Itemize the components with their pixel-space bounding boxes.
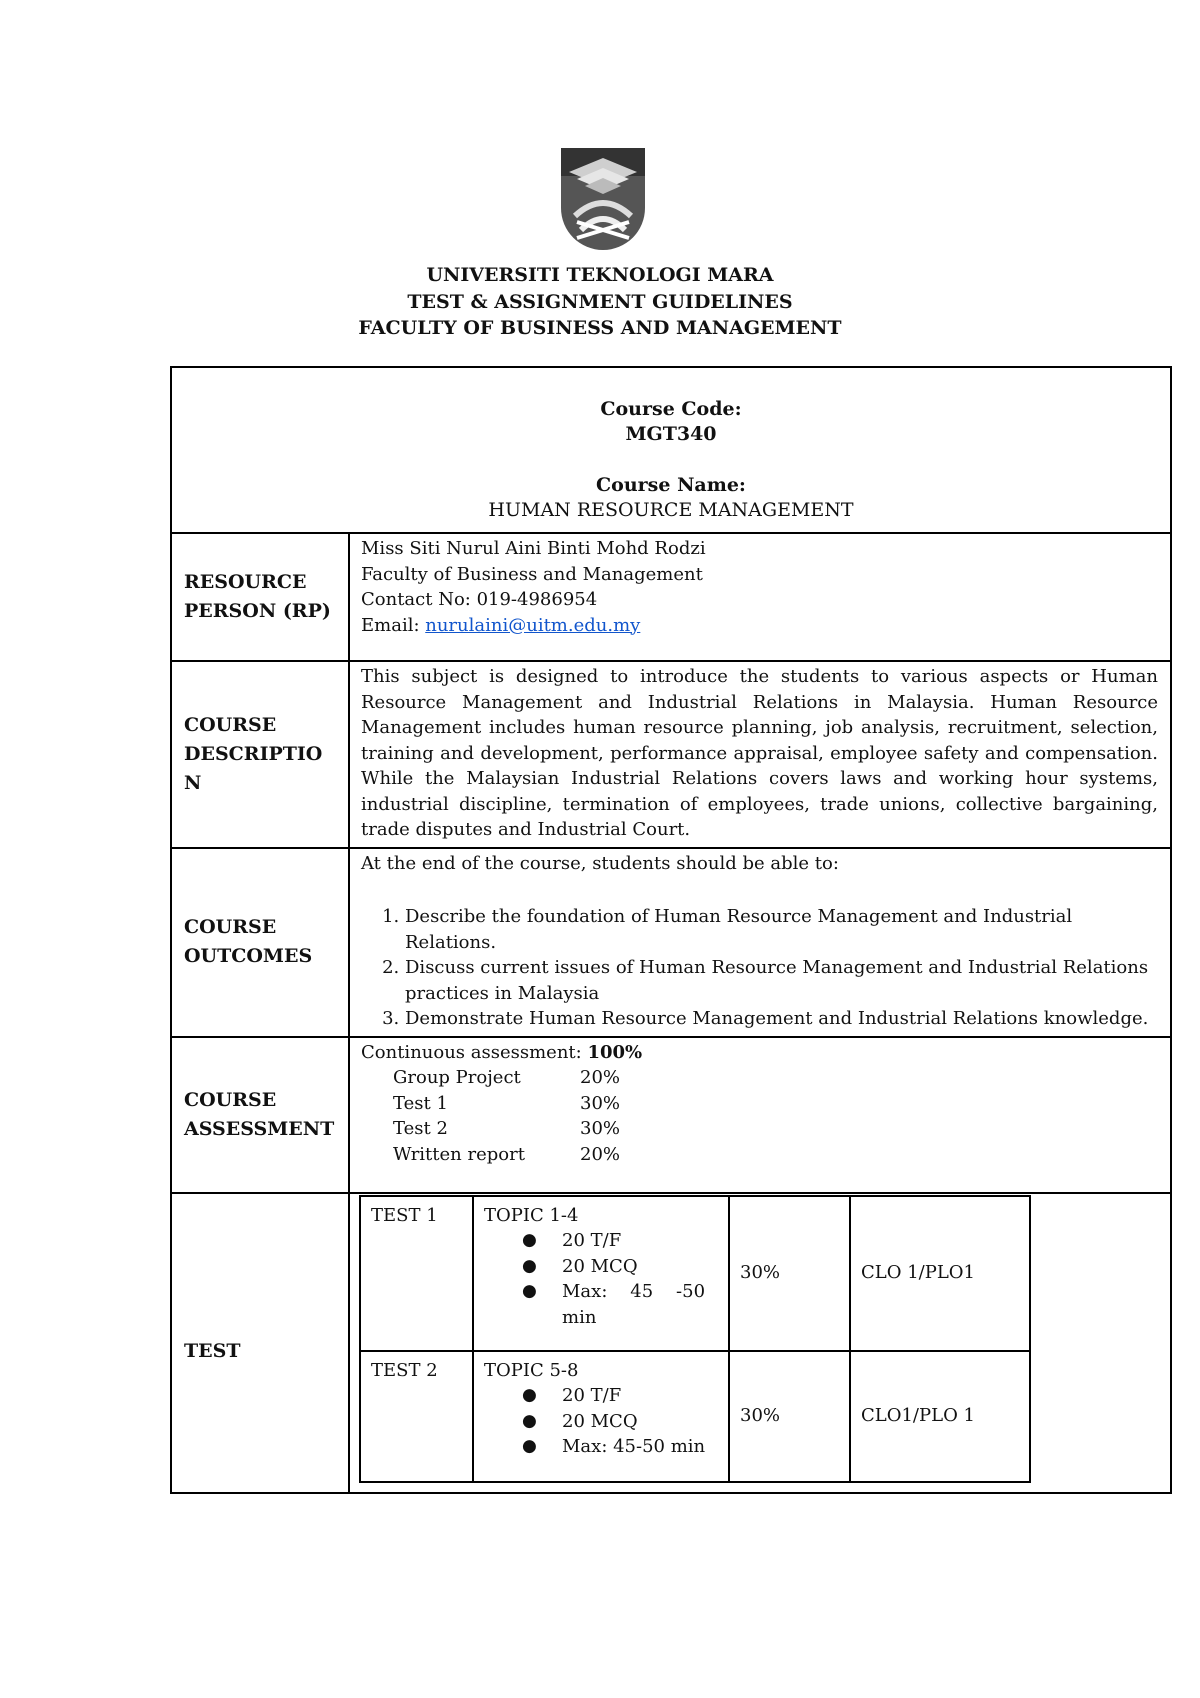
test-clo: CLO1/PLO 1 xyxy=(850,1351,1030,1482)
assessment-item-name: Test 2 xyxy=(393,1118,448,1139)
rp-contact: Contact No: 019-4986954 xyxy=(361,589,598,610)
test-weight: 30% xyxy=(729,1351,850,1482)
assessment-label-line2: ASSESSMENT xyxy=(184,1117,335,1140)
assessment-item-weight: 20% xyxy=(580,1067,621,1088)
course-assessment-row xyxy=(171,1037,1171,1193)
course-description-text: This subject is designed to introduce the students to various aspects or Human Resource Management and Industrial Relations in Malaysia. Human Resource Management includes human resource planning, job analysis, recruitment, selection, training and development, performance appraisal, employee safety and compensation. While the Malaysian Industrial Relations covers laws and working hour systems, industrial discipline, termination of employees, trade unions, collective bargaining, trade disputes and Industrial Court. xyxy=(349,661,1171,848)
description-label-line1: COURSE xyxy=(184,713,277,736)
course-outcomes-content xyxy=(349,848,1171,1037)
uitm-crest-icon xyxy=(557,146,649,252)
test-format-item: ● Max: 45-50 min xyxy=(484,1434,718,1460)
rp-email-line xyxy=(361,613,1158,639)
course-assessment-label xyxy=(171,1037,349,1193)
course-guidelines-table xyxy=(170,366,1172,1494)
test-topic-cell xyxy=(473,1196,729,1351)
description-label-line2: DESCRIPTIO xyxy=(184,742,323,765)
outcomes-list xyxy=(361,904,1158,1032)
outcomes-label-line1: COURSE xyxy=(184,916,277,938)
rp-email-label: Email: xyxy=(361,614,426,636)
course-description-row xyxy=(171,661,1171,848)
assessment-item-name: Test 1 xyxy=(393,1092,448,1114)
course-assessment-content xyxy=(349,1037,1171,1193)
outcome-item: 3. Demonstrate Human Resource Management and Industrial Relations knowledge. xyxy=(405,1006,1158,1032)
test-format-item: ● 20 T/F xyxy=(484,1383,718,1409)
resource-person-label-line2: PERSON (RP) xyxy=(184,600,331,622)
test-label: TEST xyxy=(171,1193,349,1493)
course-code: MGT340 xyxy=(625,423,717,445)
resource-person-row xyxy=(171,533,1171,661)
course-header-row xyxy=(171,367,1171,533)
course-name: HUMAN RESOURCE MANAGEMENT xyxy=(488,499,854,521)
test-details-cell xyxy=(349,1193,1171,1493)
test-topic-cell xyxy=(473,1351,729,1482)
course-description-label xyxy=(171,661,349,848)
assessment-item-name: Written report xyxy=(393,1143,525,1165)
course-code-label: Course Code: xyxy=(600,398,742,420)
course-outcomes-row xyxy=(171,848,1171,1037)
outcome-item: 2. Discuss current issues of Human Resource Management and Industrial Relations practices in Malaysia xyxy=(405,955,1158,1006)
test-name: TEST 2 xyxy=(360,1351,473,1482)
resource-person-label xyxy=(171,533,349,661)
outcome-item: 1. Describe the foundation of Human Resource Management and Industrial Relations. xyxy=(405,904,1158,955)
test-format-item: ● 20 MCQ xyxy=(484,1409,718,1435)
rp-name: Miss Siti Nurul Aini Binti Mohd Rodzi xyxy=(361,538,706,559)
test-topic: TOPIC 1-4 xyxy=(484,1204,579,1226)
course-outcomes-label xyxy=(171,848,349,1037)
test-topic: TOPIC 5-8 xyxy=(484,1359,579,1381)
assessment-intro xyxy=(361,1040,1158,1066)
test-format-list xyxy=(484,1228,718,1330)
resource-person-details xyxy=(349,533,1171,661)
rp-email-link[interactable]: nurulaini@uitm.edu.my xyxy=(425,614,641,636)
test-format-item: ● 20 T/F xyxy=(484,1228,718,1254)
outcomes-intro: At the end of the course, students should be able to: xyxy=(361,852,839,874)
assessment-item-weight: 30% xyxy=(580,1118,621,1139)
outcomes-label-line2: OUTCOMES xyxy=(184,945,313,967)
course-header-cell xyxy=(171,367,1171,533)
test-clo: CLO 1/PLO1 xyxy=(850,1196,1030,1351)
assessment-item xyxy=(361,1091,1158,1117)
test-row xyxy=(171,1193,1171,1493)
test-name: TEST 1 xyxy=(360,1196,473,1351)
test-detail-row xyxy=(360,1196,1030,1351)
university-name: UNIVERSITI TEKNOLOGI MARA xyxy=(426,264,774,286)
test-format-item: ● 20 MCQ xyxy=(484,1254,718,1280)
document-title: TEST & ASSIGNMENT GUIDELINES xyxy=(407,291,793,313)
assessment-label-line1: COURSE xyxy=(184,1088,277,1111)
assessment-intro-text: Continuous assessment: xyxy=(361,1041,588,1063)
assessment-item-weight: 30% xyxy=(580,1092,621,1114)
assessment-total: 100% xyxy=(587,1041,643,1063)
assessment-item xyxy=(361,1065,1158,1091)
assessment-item xyxy=(361,1142,1158,1168)
test-detail-row xyxy=(360,1351,1030,1482)
course-name-label: Course Name: xyxy=(596,474,746,496)
assessment-item-weight: 20% xyxy=(580,1143,621,1165)
resource-person-label-line1: RESOURCE xyxy=(184,571,307,593)
test-format-item: ● Max: 45 -50 min xyxy=(484,1279,718,1330)
assessment-item-name: Group Project xyxy=(393,1067,521,1088)
test-weight: 30% xyxy=(729,1196,850,1351)
test-details-table xyxy=(359,1195,1031,1483)
description-label-line3: N xyxy=(184,771,202,794)
assessment-item xyxy=(361,1116,1158,1142)
faculty-name: FACULTY OF BUSINESS AND MANAGEMENT xyxy=(358,317,842,339)
rp-faculty: Faculty of Business and Management xyxy=(361,563,703,585)
test-format-list xyxy=(484,1383,718,1460)
